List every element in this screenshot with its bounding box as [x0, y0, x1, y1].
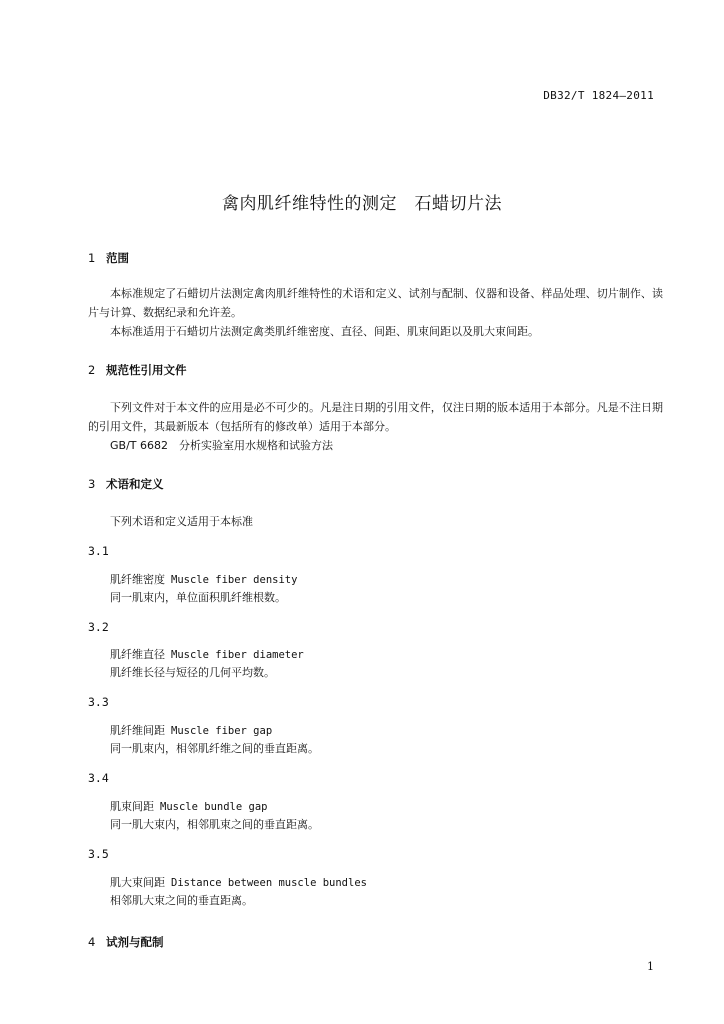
section-3-intro: 下列术语和定义适用于本标准 [110, 515, 253, 528]
term-number: 3.3 [88, 695, 109, 709]
section-title: 试剂与配制 [106, 935, 164, 949]
section-title: 规范性引用文件 [106, 363, 187, 377]
section-number: 4 [88, 935, 96, 949]
section-1-body [88, 284, 663, 341]
paragraph: 下列文件对于本文件的应用是必不可少的。凡是注日期的引用文件，仅注日期的版本适用于本部分。凡是不注日期的引用文件，其最新版本（包括所有的修改单）适用于本部分。 [88, 401, 663, 433]
term-name [110, 722, 272, 738]
section-2-body [88, 398, 663, 455]
section-1-heading [88, 250, 129, 266]
term-number: 3.5 [88, 847, 109, 861]
term-definition: 相邻肌大束之间的垂直距离。 [110, 894, 253, 907]
term-name-cn: 肌纤维密度 [110, 573, 165, 586]
term-definition: 肌纤维长径与短径的几何平均数。 [110, 666, 275, 679]
document-code: DB32/T 1824—2011 [543, 89, 654, 102]
term-number: 3.4 [88, 771, 109, 785]
term-definition: 同一肌大束内，相邻肌束之间的垂直距离。 [110, 818, 319, 831]
term-number: 3.1 [88, 544, 109, 558]
section-number: 2 [88, 363, 96, 377]
term-name-en: Muscle fiber gap [171, 725, 273, 737]
term-name-cn: 肌大束间距 [110, 876, 165, 889]
section-3-heading [88, 476, 164, 492]
term-name-en: Muscle bundle gap [160, 801, 268, 813]
section-number: 3 [88, 477, 96, 491]
term-name-cn: 肌纤维间距 [110, 724, 165, 737]
section-number: 1 [88, 251, 96, 265]
term-name-en: Muscle fiber diameter [171, 649, 304, 661]
document-title: 禽肉肌纤维特性的测定 石蜡切片法 [222, 194, 502, 214]
term-name [110, 798, 267, 814]
section-title: 术语和定义 [106, 477, 164, 491]
section-title: 范围 [106, 251, 129, 265]
term-name [110, 571, 297, 587]
term-name-en: Muscle fiber density [171, 574, 298, 586]
term-name-cn: 肌纤维直径 [110, 648, 165, 661]
term-definition: 同一肌束内，单位面积肌纤维根数。 [110, 591, 286, 604]
term-name-cn: 肌束间距 [110, 800, 154, 813]
term-name-en: Distance between muscle bundles [171, 877, 367, 889]
page-number: 1 [647, 960, 654, 973]
normative-reference: GB/T 6682 分析实验室用水规格和试验方法 [110, 439, 333, 452]
paragraph: 本标准适用于石蜡切片法测定禽类肌纤维密度、直径、间距、肌束间距以及肌大束间距。 [110, 325, 539, 338]
term-number: 3.2 [88, 620, 109, 634]
section-4-heading [88, 934, 164, 950]
section-2-heading [88, 362, 187, 378]
term-definition: 同一肌束内，相邻肌纤维之间的垂直距离。 [110, 742, 319, 755]
term-name [110, 646, 304, 662]
paragraph: 本标准规定了石蜡切片法测定禽肉肌纤维特性的术语和定义、试剂与配制、仪器和设备、样品处理、切片制作、读片与计算、数据纪录和允许差。 [88, 287, 663, 319]
term-name [110, 874, 367, 890]
